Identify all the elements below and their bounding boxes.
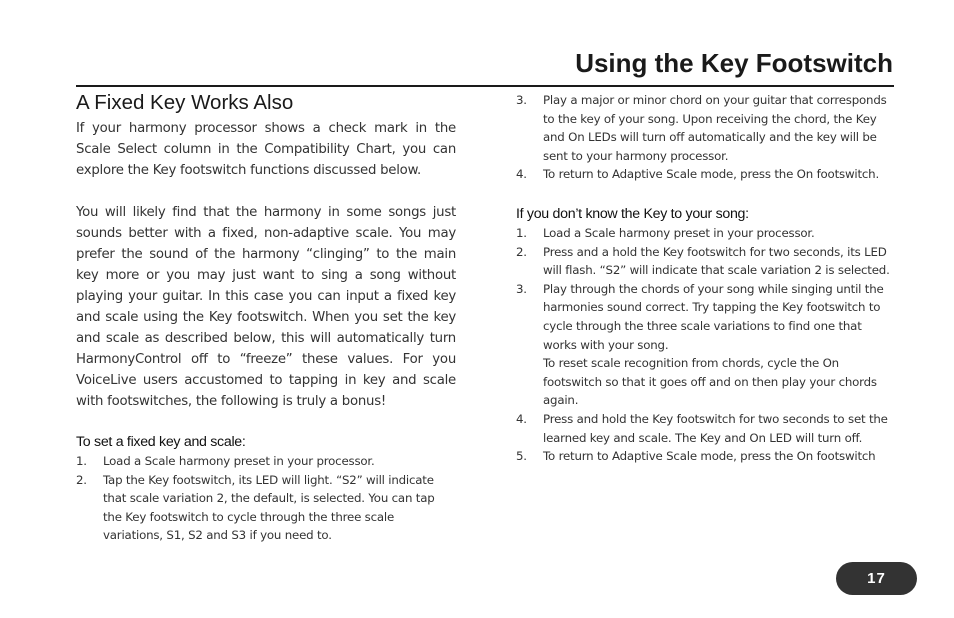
list-item [516,280,896,410]
step-number: 2. [76,472,87,487]
list-item [76,471,456,545]
step-text [543,243,896,280]
page-title: Using the Key Footswitch [575,48,893,78]
list-item [516,165,896,184]
step-main-text: To return to Adaptive Scale mode, press the On footswitch [543,449,876,464]
step-text: Load a Scale harmony preset in your processor. [103,454,375,468]
step-number: 3. [516,93,527,107]
step-number: 2. [516,244,527,259]
list-item [516,224,896,243]
fixed-key-subheading: To set a fixed key and scale: [76,434,246,450]
step-number: 4. [516,167,527,182]
unknown-key-subheading: If you don’t know the Key to your song: [516,205,749,222]
step-main-text: Press and a hold the Key footswitch for two seconds, its LED will flash. “S2” will indicate that scale variation 2 is selected. [543,244,890,278]
step-text [543,224,896,243]
step-text: To return to Adaptive Scale mode, press the On footswitch. [543,167,880,182]
step-number: 5. [516,449,527,464]
step-text [543,447,896,466]
step-number: 1. [516,225,527,240]
fixed-key-steps [76,452,456,545]
list-item [516,91,896,165]
list-item [76,452,456,471]
step-text [543,410,896,447]
step-number: 1. [76,454,87,468]
list-item [516,243,896,280]
step-number: 3. [516,281,527,296]
paragraph-compatibility: If your harmony processor shows a check mark in the Scale Select column in the Compatibility Chart, you can explore the Key footswitch functions discussed below. [76,121,456,178]
step-text: Tap the Key footswitch, its LED will light. “S2” will indicate that scale variation 2, the default, is selected. You can tap the Key footswitch to cycle through the three scale variations, S1, S2 and S3 if you need to. [103,472,435,543]
left-column [76,90,456,545]
step-number: 4. [516,411,527,426]
unknown-key-steps [516,224,896,466]
section-heading: A Fixed Key Works Also [76,91,294,114]
page-number-badge: 17 [836,562,917,595]
list-item [516,410,896,447]
fixed-key-steps-continued [516,91,896,184]
paragraph-fixed-scale: You will likely find that the harmony in some songs just sounds better with a fixed, non-adaptive scale. You may prefer the sound of the harmony “clinging” to the main key more or you may just want to sing a song without playing your guitar. In this case you can input a fixed key and scale using the Key footswitch. When you set the key and scale as described below, this will automatically turn HarmonyControl off to “freeze” these values. For you VoiceLive users accustomed to tapping in key and scale with footswitches, the following is truly a bonus! [76,205,456,409]
right-column [516,91,896,466]
list-item [516,447,896,466]
title-rule [76,85,894,87]
step-main-text: Press and hold the Key footswitch for two seconds to set the learned key and scale. The Key and On LED will turn off. [543,411,888,445]
step-extra-text: To reset scale recognition from chords, cycle the On footswitch so that it goes off and on then play your chords again. [543,356,877,408]
step-main-text: Load a Scale harmony preset in your processor. [543,225,815,240]
step-main-text: Play through the chords of your song while singing until the harmonies sound correct. Try tapping the Key footswitch to cycle through the three scale variations to find one that works with your song. [543,281,884,352]
step-text [543,280,896,410]
step-text: Play a major or minor chord on your guitar that corresponds to the key of your song. Upon receiving the chord, the Key and On LEDs will turn off automatically and the key will be sent to your harmony processor. [543,93,887,163]
